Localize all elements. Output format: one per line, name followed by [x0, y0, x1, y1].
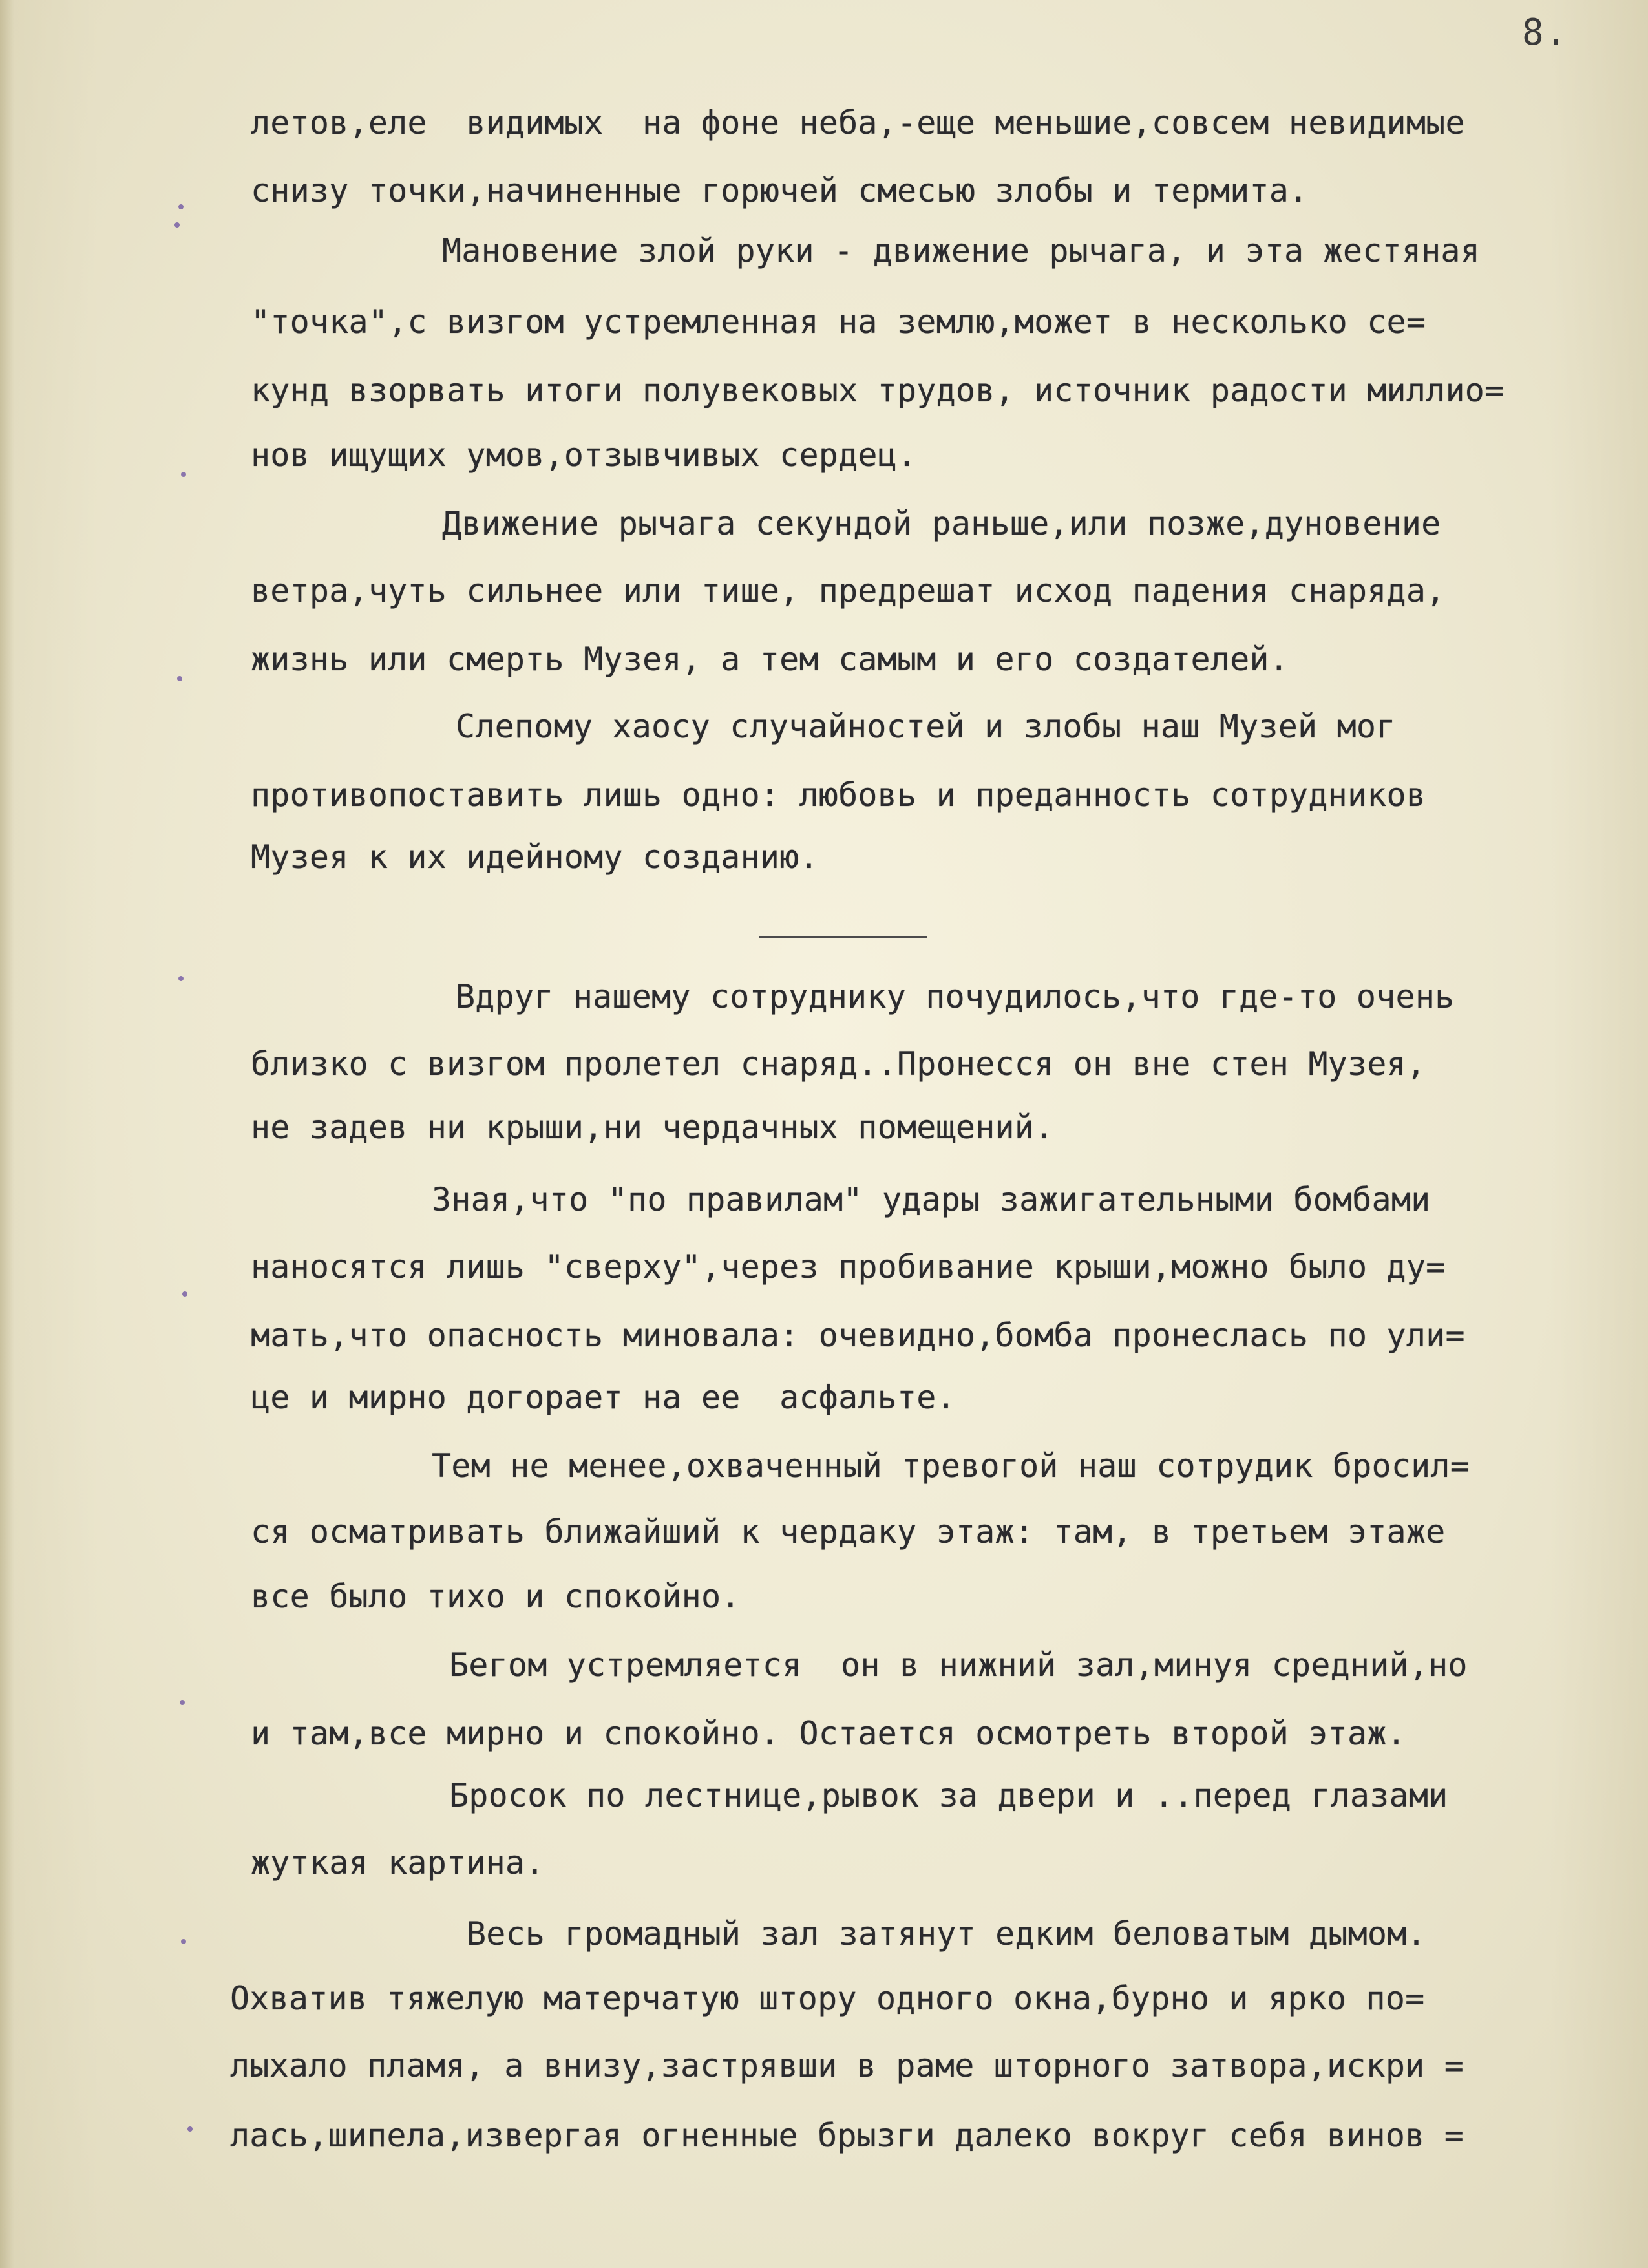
- text-line: Весь громадный зал затянут едким беловатым дымом.: [467, 1915, 1426, 1953]
- text-line: мать,что опасность миновала: очевидно,бомба пронеслась по ули=: [251, 1317, 1465, 1354]
- text-line: жизнь или смерть Музея, а тем самым и его создателей.: [251, 641, 1289, 678]
- ink-mark: [181, 1939, 186, 1944]
- ink-mark: [178, 976, 184, 981]
- paper-edge-shadow: [0, 0, 14, 2268]
- text-line: все было тихо и спокойно.: [251, 1578, 741, 1615]
- text-line: жуткая картина.: [251, 1844, 545, 1881]
- text-line: нов ищущих умов,отзывчивых сердец.: [251, 436, 917, 474]
- text-line: кунд взорвать итоги полувековых трудов, источник радости миллио=: [251, 372, 1505, 409]
- text-line: Вдруг нашему сотруднику почудилось,что где-то очень: [456, 978, 1455, 1015]
- text-line: ветра,чуть сильнее или тише, предрешат исход падения снаряда,: [251, 572, 1446, 609]
- text-line: снизу точки,начиненные горючей смесью злобы и термита.: [251, 172, 1309, 209]
- ink-mark: [180, 1700, 185, 1705]
- text-line: Движение рычага секундой раньше,или позже,дуновение: [442, 505, 1441, 542]
- text-line: и там,все мирно и спокойно. Остается осмотреть второй этаж.: [251, 1715, 1406, 1752]
- ink-mark: [187, 2126, 193, 2132]
- text-line: лась,шипела,извергая огненные брызги далеко вокруг себя винов =: [230, 2117, 1464, 2154]
- text-line: Мановение злой руки - движение рычага, и эта жестяная: [442, 232, 1481, 270]
- text-line: це и мирно догорает на ее асфальте.: [251, 1379, 956, 1416]
- ink-mark: [182, 1291, 187, 1297]
- text-line: Музея к их идейному созданию.: [251, 838, 819, 876]
- text-line: лыхало пламя, а внизу,застрявши в раме шторного затвора,искри =: [230, 2047, 1464, 2084]
- text-line: ся осматривать ближайший к чердаку этаж: там, в третьем этаже: [251, 1513, 1446, 1551]
- text-line: летов,еле видимых на фоне неба,-еще меньшие,совсем невидимые: [251, 104, 1465, 142]
- text-line: Охватив тяжелую матерчатую штору одного окна,бурно и ярко по=: [230, 1980, 1425, 2017]
- ink-mark: [177, 676, 182, 681]
- text-line: "точка",с визгом устремленная на землю,может в несколько се=: [251, 303, 1426, 341]
- text-line: наносятся лишь "сверху",через пробивание крыши,можно было ду=: [251, 1248, 1446, 1286]
- text-line: близко с визгом пролетел снаряд..Пронесся он вне стен Музея,: [251, 1045, 1426, 1083]
- text-line: Бегом устремляется он в нижний зал,минуя средний,но: [449, 1646, 1468, 1684]
- text-line: противопоставить лишь одно: любовь и преданность сотрудников: [251, 776, 1426, 814]
- ink-mark: [178, 204, 184, 209]
- ink-mark: [181, 472, 186, 477]
- text-line: Слепому хаосу случайностей и злобы наш Музей мог: [456, 708, 1396, 745]
- text-line: Зная,что "по правилам" удары зажигательными бомбами: [432, 1181, 1431, 1218]
- text-line: Бросок по лестнице,рывок за двери и ..перед глазами: [449, 1777, 1448, 1814]
- text-line: не задев ни крыши,ни чердачных помещений.: [251, 1108, 1054, 1146]
- text-line: Тем не менее,охваченный тревогой наш сотрудик бросил=: [432, 1447, 1470, 1485]
- section-divider: [759, 936, 927, 938]
- page-number: 8.: [1522, 12, 1569, 54]
- ink-mark: [174, 222, 180, 228]
